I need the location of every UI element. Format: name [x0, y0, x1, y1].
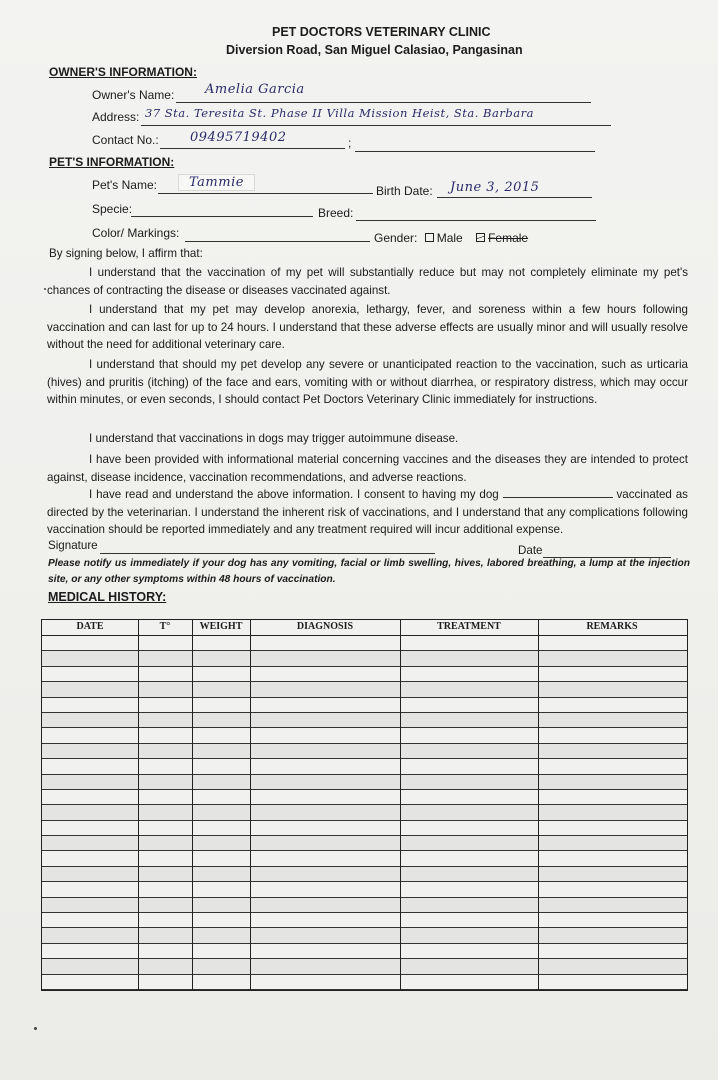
affirm-text-4: I understand that vaccinations in dogs may trigger autoimmune disease. [89, 432, 459, 445]
speck [34, 1027, 37, 1030]
birth-date-label: Birth Date: [376, 184, 433, 198]
col-divider [192, 620, 193, 990]
affirm-paragraph-1 [47, 264, 688, 299]
gender-group [374, 231, 528, 245]
affirm-paragraph-3 [47, 356, 688, 409]
date-label: Date [518, 544, 543, 557]
affirm-paragraph-2 [47, 301, 688, 354]
specie-label: Specie: [92, 202, 133, 216]
contact-line-1 [160, 148, 345, 149]
female-label: Female [488, 231, 529, 245]
col-divider [250, 620, 251, 990]
address-field[interactable]: 37 Sta. Teresita St. Phase II Villa Mission Heist, Sta. Barbara [145, 106, 534, 120]
address-label: Address: [92, 110, 140, 124]
signature-field[interactable] [100, 553, 435, 554]
affirm-paragraph-4 [47, 430, 688, 448]
affirm-text-1: I understand that the vaccination of my pet will substantially reduce but may not completely eliminate my pet's chances of contracting the disease or diseases vaccinated against. [47, 266, 688, 297]
affirm-text-6a: I have read and understand the above information. I consent to having my dog [89, 488, 499, 501]
col-remarks: REMARKS [586, 621, 638, 632]
medical-history-table [41, 619, 688, 991]
medical-history-heading: MEDICAL HISTORY: [48, 590, 167, 604]
gender-label: Gender: [374, 231, 418, 245]
owner-section-heading: OWNER'S INFORMATION: [49, 65, 197, 79]
birth-date-line [437, 197, 592, 198]
col-treatment: TREATMENT [437, 621, 501, 632]
pet-section-heading: PET'S INFORMATION: [49, 155, 175, 169]
color-markings-label: Color/ Markings: [92, 226, 180, 240]
col-weight: WEIGHT [199, 621, 243, 632]
owner-name-field[interactable]: Amelia Garcia [205, 82, 305, 97]
affirm-intro: By signing below, I affirm that: [49, 247, 203, 260]
clinic-address: Diversion Road, San Miguel Calasiao, Pangasinan [226, 43, 523, 57]
breed-label: Breed: [318, 206, 354, 220]
owner-name-line [176, 102, 591, 103]
breed-field[interactable] [356, 220, 596, 221]
color-markings-field[interactable] [185, 241, 370, 242]
male-label: Male [436, 231, 463, 245]
clinic-name: PET DOCTORS VETERINARY CLINIC [272, 25, 491, 39]
pet-name-line [158, 193, 373, 194]
col-divider [400, 620, 401, 990]
col-temp: T° [159, 621, 171, 632]
male-checkbox[interactable] [425, 233, 434, 242]
affirm-paragraph-6 [47, 486, 688, 539]
affirm-text-6b: vaccinated as directed by the veterinarian. I understand the inherent risk of vaccinations, and I understand that any complications following vaccination should be reported immediately and any treatment required will incur additional expense. [47, 488, 688, 536]
signature-label: Signature [48, 539, 98, 552]
affirm-text-5: I have been provided with informational material concerning vaccines and the diseases they are intended to protect against, disease incidence, vaccination recommendations, and adverse reactions. [47, 453, 688, 484]
affirm-paragraph-5 [47, 451, 688, 486]
contact-line-2 [355, 151, 595, 152]
specie-field[interactable] [131, 216, 313, 217]
pet-name-label: Pet's Name: [92, 178, 157, 192]
address-line [141, 125, 611, 126]
contact-separator: ; [348, 136, 352, 150]
pet-name-field[interactable]: Tammie [178, 174, 255, 191]
contact-field[interactable]: 09495719402 [190, 130, 287, 145]
contact-label: Contact No.: [92, 133, 159, 147]
dog-name-blank[interactable] [503, 487, 613, 498]
affirm-text-2: I understand that my pet may develop anorexia, lethargy, fever, and soreness within a few hours following vaccination and can last for up to 24 hours. I understand that these adverse effects are usually minor and will usually resolve without the need for additional veterinary care. [47, 303, 688, 351]
col-divider [138, 620, 139, 990]
affirm-text-3: I understand that should my pet develop any severe or unanticipated reaction to the vaccination, such as urticaria (hives) and pruritis (itching) of the face and ears, vomiting with or without diarrhea, or respiratory distress, which may occur within minutes, or even seconds, I should contact Pet Doctors Veterinary Clinic immediately for instructions. [47, 358, 688, 406]
female-checkbox[interactable] [476, 233, 485, 242]
owner-name-label: Owner's Name: [92, 88, 175, 102]
col-date: DATE [76, 621, 104, 632]
col-diagnosis: DIAGNOSIS [296, 621, 354, 632]
birth-date-field[interactable]: June 3, 2015 [450, 180, 540, 195]
col-divider [538, 620, 539, 990]
speck [44, 288, 46, 290]
notice-text: Please notify us immediately if your dog has any vomiting, facial or limb swelling, hives, labored breathing, a lump at the injection site, or any other symptoms within 48 hours of vaccination. [48, 558, 690, 585]
